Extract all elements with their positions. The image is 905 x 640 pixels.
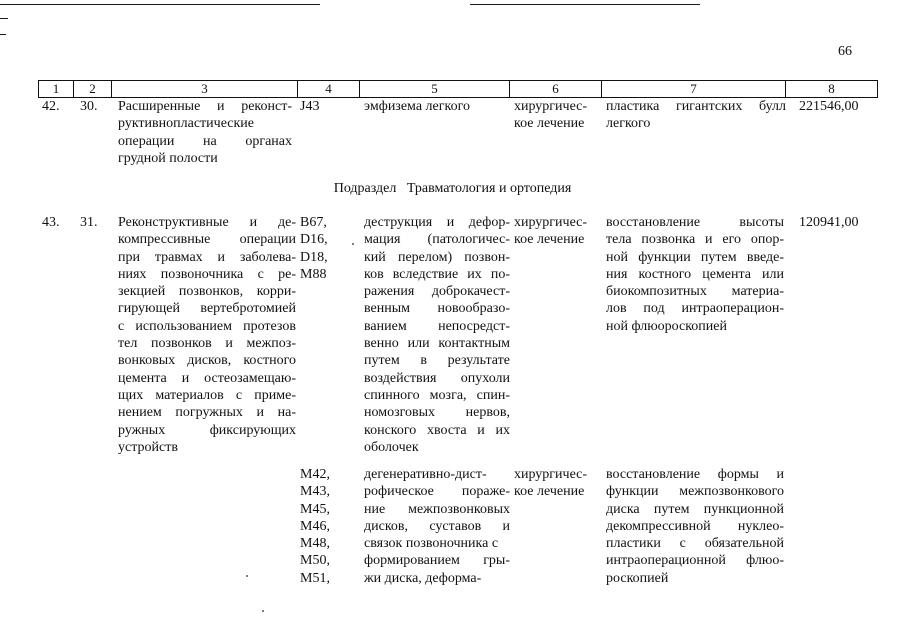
row-43-name-line: с использованием протезов [118, 318, 296, 334]
row-43-name-line: гирующей вертебротомией [118, 301, 296, 317]
row-43-codes [300, 214, 328, 283]
row-43b-model-line: формированием гры- [364, 553, 510, 569]
row-43-method-line: тела позвонка и его опор- [606, 232, 784, 248]
row-43-name-line: ниях позвоночника с ре- [118, 266, 296, 282]
column-header-3: 3 [112, 81, 298, 98]
column-header-7: 7 [602, 81, 786, 98]
row-42-treatment-line: хирургичес- [514, 99, 588, 114]
row-43-model-line: кий перелом) позвон- [364, 249, 510, 265]
row-43b-model-line: дегенеративно-дист- [364, 467, 487, 482]
row-43-name-line: цемента и остеозамещаю- [118, 370, 296, 386]
row-42-code: J43 [300, 99, 320, 114]
page-number: 66 [838, 44, 852, 59]
row-43b-code: M46, [300, 518, 330, 534]
row-43-name-line: вонковых дисков, костного [118, 353, 296, 369]
row-43b-code: M43, [300, 484, 330, 500]
row-42-name-line: грудной полости [118, 150, 218, 166]
scan-speckle [352, 243, 354, 245]
row-43-model-line: ванием непосредст- [364, 318, 510, 334]
row-43-number: 43. [42, 215, 60, 230]
column-header-4: 4 [298, 81, 360, 98]
row-43b-method-line: декомпрессивной нуклео- [606, 518, 784, 534]
row-43-code: B67, [300, 215, 327, 230]
row-42-name-line: Расширенные и реконст- [118, 99, 292, 114]
row-42-name [118, 98, 292, 167]
row-42-model [364, 98, 470, 115]
row-42-group: 30. [80, 99, 98, 114]
row-42-name-line: руктивнопластические [118, 116, 254, 132]
row-42-model-line: эмфизема легкого [364, 99, 470, 114]
row-43b-method-line: интраоперационной флюо- [606, 553, 784, 569]
row-43-treatment-line: хирургичес- [514, 215, 588, 230]
row-42-method-line: легкого [606, 116, 651, 132]
row-43b-treatment-line: кое лечение [514, 484, 585, 500]
row-43-name-line: щих материалов с приме- [118, 387, 296, 403]
row-43-model [364, 214, 510, 456]
row-43b-code: M50, [300, 553, 330, 569]
scan-edge-line-top-left [0, 4, 320, 5]
row-43-code: D18, [300, 249, 328, 265]
row-42-codes [300, 98, 319, 115]
row-43b-method [606, 466, 784, 587]
row-43-method-line: ной функции путем введе- [606, 249, 784, 265]
row-43-code: D16, [300, 232, 328, 248]
subsection-title: Подраздел Травматология и ортопедия [333, 181, 572, 196]
row-43-name [118, 214, 296, 456]
row-43b-code: M48, [300, 536, 330, 552]
row-43-treatment-line: кое лечение [514, 232, 585, 248]
row-42-treatment [514, 98, 587, 133]
row-42-treatment-line: кое лечение [514, 116, 585, 132]
row-43b-method-line: роскопией [606, 570, 669, 586]
column-header-1: 1 [39, 81, 74, 98]
scan-speckle [246, 575, 248, 577]
row-43-code: M88 [300, 266, 327, 282]
row-43b-model-line: рофическое пораже- [364, 484, 510, 500]
row-43-method-line: биокомпозитных материа- [606, 284, 784, 300]
row-43b-treatment-line: хирургичес- [514, 467, 588, 482]
scan-edge-line-left-2 [0, 34, 6, 35]
row-43b-method-line: диска путем пункционной [606, 501, 784, 517]
row-43-model-line: воздействия опухоли [364, 370, 510, 386]
row-43b-model-line: связок позвоночника с [364, 536, 499, 552]
row-43-name-line: зекцией позвонков, корри- [118, 284, 296, 300]
row-43-name-line: при травмах и заболева- [118, 249, 296, 265]
row-43-name-line: ружных фиксирующих [118, 422, 296, 438]
row-43-name-line: нением погружных и на- [118, 405, 296, 421]
row-42-cost: 221546,00 [799, 99, 859, 114]
row-43-treatment [514, 214, 587, 249]
row-43-model-line: деструкция и дефор- [364, 215, 510, 230]
row-43-model-line: оболочек [364, 439, 419, 455]
scan-speckle [262, 610, 264, 612]
row-43b-model-line: ние межпозвонковых [364, 501, 510, 517]
row-43-model-line: путем в результате [364, 353, 510, 369]
scan-edge-line-left [0, 18, 8, 19]
row-42-method [606, 98, 786, 133]
row-43b-code: M42, [300, 467, 330, 482]
row-43-method-line: лов под интраоперацион- [606, 301, 784, 317]
row-43b-method-line: восстановление формы и [606, 467, 784, 482]
row-43-method-line: ной флюороскопией [606, 318, 727, 334]
row-43b-codes [300, 466, 330, 587]
row-43b-method-line: пластики с обязательной [606, 536, 784, 552]
row-43-model-line: ков вследствие их по- [364, 266, 510, 282]
row-43-model-line: спинного мозга, спин- [364, 387, 510, 403]
row-43-model-line: венным новообразо- [364, 301, 510, 317]
column-header-row [38, 80, 878, 98]
row-43-name-line: тел позвонков и межпоз- [118, 336, 296, 352]
row-43-model-line: венно или контактным [364, 336, 510, 352]
row-42-method-line: пластика гигантских булл [606, 99, 786, 114]
row-43-model-line: мация (патологичес- [364, 232, 510, 248]
row-43-model-line: конского хвоста и их [364, 422, 510, 438]
row-43-method-line: восстановление высоты [606, 215, 784, 230]
row-43-name-line: устройств [118, 439, 178, 455]
row-43b-code: M51, [300, 570, 330, 586]
row-43b-model-line: дисков, суставов и [364, 518, 510, 534]
column-header-5: 5 [360, 81, 510, 98]
row-43b-method-line: функции межпозвонкового [606, 484, 784, 500]
row-43-method-line: ния костного цемента или [606, 266, 784, 282]
row-43-group: 31. [80, 215, 98, 230]
row-43-model-line: ражения доброкачест- [364, 284, 510, 300]
row-43-method [606, 214, 784, 335]
row-42-name-line: операции на органах [118, 133, 292, 149]
row-43b-treatment [514, 466, 587, 501]
column-header-6: 6 [510, 81, 602, 98]
row-43-name-line: Реконструктивные и де- [118, 215, 296, 230]
row-43b-code: M45, [300, 501, 330, 517]
row-42-number: 42. [42, 99, 60, 114]
column-header-8: 8 [786, 81, 878, 98]
scan-edge-line-top-right [470, 4, 700, 5]
row-43b-model-line: жи диска, деформа- [364, 570, 482, 586]
row-43-name-line: компрессивные операции [118, 232, 296, 248]
row-43b-model [364, 466, 510, 587]
row-43-cost: 120941,00 [799, 215, 859, 230]
column-header-2: 2 [74, 81, 112, 98]
row-43-model-line: номозговых нервов, [364, 405, 510, 421]
